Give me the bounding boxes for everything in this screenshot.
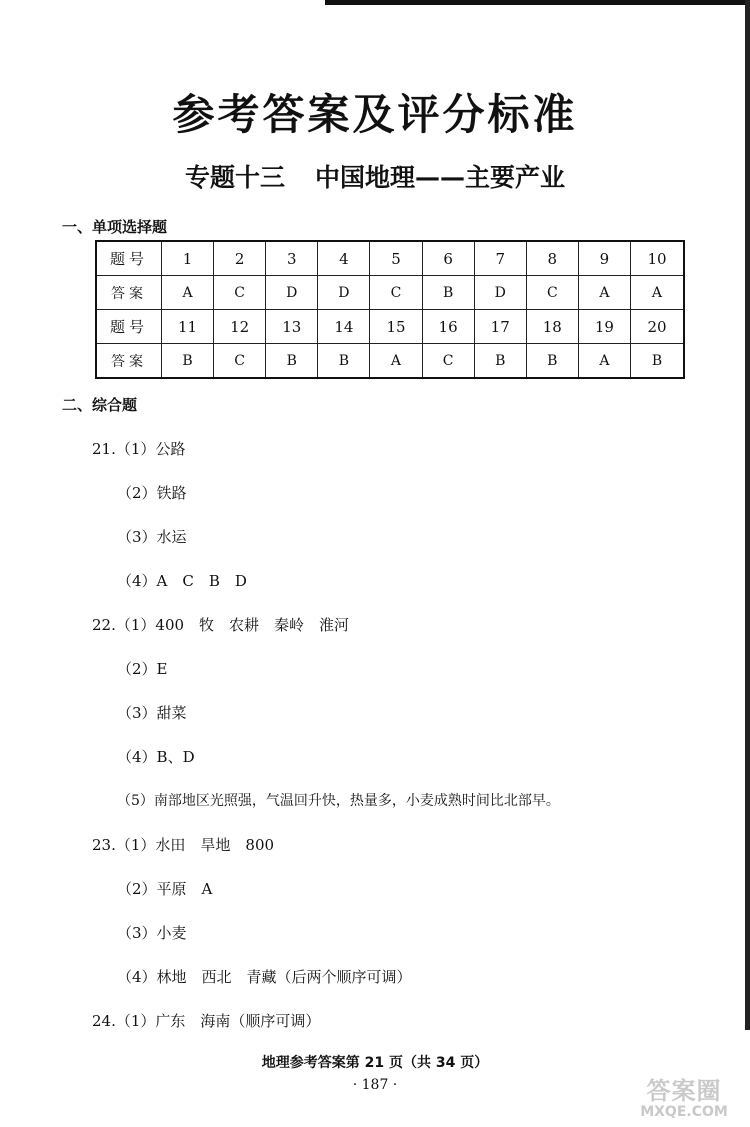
answer-line: （2）铁路 xyxy=(117,484,187,502)
answer-line: 22.（1）400 牧 农耕 秦岭 淮河 xyxy=(92,616,350,634)
watermark-logo xyxy=(620,1078,748,1124)
answer-cell: B xyxy=(474,344,526,379)
question-number: 19 xyxy=(578,310,630,344)
answer-line: （3）水运 xyxy=(117,528,187,546)
question-number: 5 xyxy=(370,241,422,276)
answer-line: 24.（1）广东 海南（顺序可调） xyxy=(92,1012,321,1030)
watermark-text: 答案圈 xyxy=(646,1077,722,1105)
row-header: 题号 xyxy=(96,241,162,276)
question-number: 11 xyxy=(162,310,214,344)
question-number: 14 xyxy=(318,310,370,344)
watermark-url: MXQE.COM xyxy=(640,1104,728,1120)
answer-line: （2）E xyxy=(117,660,168,678)
answer-line: （4）A C B D xyxy=(117,572,247,590)
page-edge xyxy=(745,0,750,1030)
answer-cell: B xyxy=(162,344,214,379)
answer-cell: A xyxy=(630,276,684,310)
page-number: · 187 · xyxy=(352,1077,398,1093)
page-subtitle xyxy=(0,158,750,194)
answer-line: 21.（1）公路 xyxy=(92,440,186,458)
page-title: 参考答案及评分标准 xyxy=(172,90,578,139)
answer-line: （5）南部地区光照强，气温回升快，热量多，小麦成熟时间比北部早。 xyxy=(117,793,560,809)
answer-table xyxy=(95,240,685,379)
answer-cell: D xyxy=(318,276,370,310)
row-header: 题号 xyxy=(96,310,162,344)
question-number: 12 xyxy=(214,310,266,344)
question-number: 20 xyxy=(630,310,684,344)
answer-cell: C xyxy=(214,276,266,310)
answer-cell: A xyxy=(578,276,630,310)
question-number: 16 xyxy=(422,310,474,344)
answer-cell: B xyxy=(526,344,578,379)
question-number: 10 xyxy=(630,241,684,276)
top-border xyxy=(325,0,750,5)
answer-cell: B xyxy=(318,344,370,379)
answer-cell: B xyxy=(266,344,318,379)
answer-cell: D xyxy=(266,276,318,310)
answer-cell: C xyxy=(370,276,422,310)
answer-line: （4）B、D xyxy=(117,748,195,766)
question-number: 13 xyxy=(266,310,318,344)
row-header: 答案 xyxy=(96,276,162,310)
question-number: 4 xyxy=(318,241,370,276)
table-row xyxy=(96,276,684,310)
table-row xyxy=(96,241,684,276)
answer-cell: C xyxy=(526,276,578,310)
question-number: 2 xyxy=(214,241,266,276)
answer-cell: A xyxy=(370,344,422,379)
question-number: 15 xyxy=(370,310,422,344)
section-heading-comprehensive: 二、综合题 xyxy=(62,396,138,414)
answer-cell: C xyxy=(214,344,266,379)
subtitle-topic-name: 中国地理——主要产业 xyxy=(315,163,566,192)
section-heading-choice: 一、单项选择题 xyxy=(62,218,168,236)
question-number: 3 xyxy=(266,241,318,276)
question-number: 18 xyxy=(526,310,578,344)
row-header: 答案 xyxy=(96,344,162,379)
answer-line: （4）林地 西北 青藏（后两个顺序可调） xyxy=(117,968,412,986)
question-number: 9 xyxy=(578,241,630,276)
question-number: 6 xyxy=(422,241,474,276)
question-number: 8 xyxy=(526,241,578,276)
table-row xyxy=(96,310,684,344)
table-row xyxy=(96,344,684,379)
answer-line: 23.（1）水田 旱地 800 xyxy=(92,836,275,854)
answer-line: （3）小麦 xyxy=(117,924,187,942)
question-number: 1 xyxy=(162,241,214,276)
page-footer: 地理参考答案第 21 页（共 34 页） xyxy=(261,1055,489,1071)
answer-cell: B xyxy=(630,344,684,379)
answer-cell: B xyxy=(422,276,474,310)
question-number: 7 xyxy=(474,241,526,276)
answer-cell: C xyxy=(422,344,474,379)
answer-cell: D xyxy=(474,276,526,310)
answer-line: （3）甜菜 xyxy=(117,704,187,722)
subtitle-topic-number: 专题十三 xyxy=(184,163,285,192)
question-number: 17 xyxy=(474,310,526,344)
answer-line: （2）平原 A xyxy=(117,880,213,898)
answer-cell: A xyxy=(162,276,214,310)
answer-cell: A xyxy=(578,344,630,379)
